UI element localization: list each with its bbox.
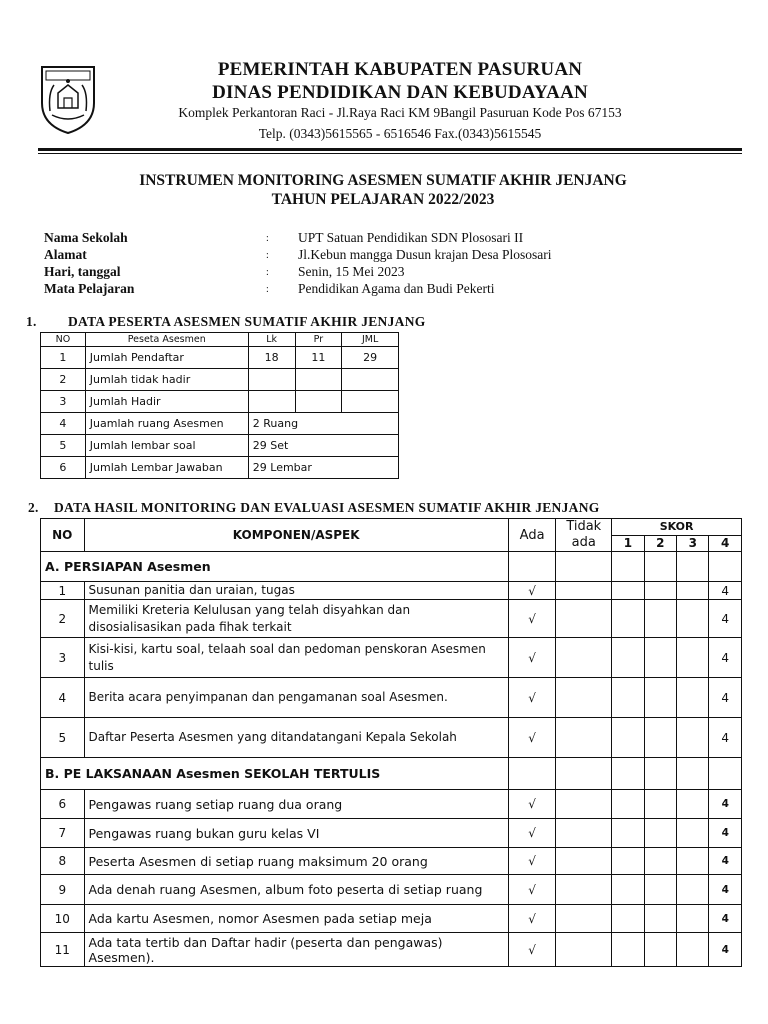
row-no: 6 [41, 457, 86, 479]
group-row-preparation [41, 552, 742, 582]
row-no: 1 [41, 582, 85, 600]
row-no: 8 [41, 848, 85, 875]
empty-cell [612, 905, 644, 933]
header-rule-thin [38, 153, 742, 154]
empty-cell [508, 758, 556, 790]
row-no: 5 [41, 435, 86, 457]
row-component: Ada tata tertib dan Daftar hadir (peserta dan pengawas) Asesmen). [84, 933, 508, 967]
empty-cell [644, 790, 676, 819]
agency-name-line1: PEMERINTAH KABUPATEN PASURUAN [217, 59, 583, 80]
table-row [41, 875, 742, 905]
empty-cell [612, 848, 644, 875]
row-jml [342, 391, 399, 413]
table-row [41, 790, 742, 819]
table-row [41, 718, 742, 758]
row-label: Jumlah lembar soal [85, 435, 248, 457]
row-ada-check: √ [508, 790, 556, 819]
row-component: Peserta Asesmen di setiap ruang maksimum 20 orang [84, 848, 508, 875]
row-ada-check: √ [508, 678, 556, 718]
empty-cell [644, 875, 676, 905]
row-ada-check: √ [508, 600, 556, 638]
empty-cell [556, 758, 612, 790]
row-merged-value: 2 Ruang [248, 413, 398, 435]
table-row [41, 933, 742, 967]
info-value: Pendidikan Agama dan Budi Pekerti [298, 281, 495, 296]
row-ada-check: √ [508, 933, 556, 967]
agency-name-line2: DINAS PENDIDIKAN DAN KEBUDAYAAN [212, 82, 588, 103]
empty-cell [612, 875, 644, 905]
empty-cell [677, 819, 709, 848]
empty-cell [677, 638, 709, 678]
table-row [41, 435, 399, 457]
row-no: 1 [41, 347, 86, 369]
row-no: 2 [41, 600, 85, 638]
row-component: Berita acara penyimpanan dan pengamanan soal Asesmen. [84, 678, 508, 718]
empty-cell [677, 790, 709, 819]
col-header-score-1: 1 [612, 535, 644, 552]
row-component: Kisi-kisi, kartu soal, telaah soal dan pedoman penskoran Asesmen tulis [84, 638, 508, 678]
row-no: 4 [41, 678, 85, 718]
empty-cell [677, 758, 709, 790]
section1-title: DATA PESERTA ASESMEN SUMATIF AKHIR JENJANG [68, 314, 426, 329]
participant-table [40, 332, 399, 479]
empty-cell [556, 718, 612, 758]
col-header-score-2: 2 [644, 535, 676, 552]
col-header-skor: SKOR [612, 519, 742, 536]
table-row [41, 369, 399, 391]
empty-cell [677, 718, 709, 758]
empty-cell [709, 552, 742, 582]
col-header-participant: Peseta Asesmen [85, 333, 248, 347]
info-colon: : [266, 267, 269, 278]
empty-cell [556, 819, 612, 848]
empty-cell [556, 905, 612, 933]
col-header-score-3: 3 [677, 535, 709, 552]
row-pr [295, 369, 342, 391]
row-score-4: 4 [709, 819, 742, 848]
section2-number: 2. [28, 500, 39, 515]
row-component: Daftar Peserta Asesmen yang ditandatangani Kepala Sekolah [84, 718, 508, 758]
row-jml: 29 [342, 347, 399, 369]
row-component: Pengawas ruang setiap ruang dua orang [84, 790, 508, 819]
empty-cell [556, 933, 612, 967]
row-jml [342, 369, 399, 391]
regency-logo [38, 63, 98, 135]
row-ada-check: √ [508, 582, 556, 600]
col-header-ada: Ada [508, 519, 556, 552]
row-no: 3 [41, 391, 86, 413]
empty-cell [644, 678, 676, 718]
empty-cell [644, 718, 676, 758]
table-row [41, 582, 742, 600]
empty-cell [677, 552, 709, 582]
table-row [41, 678, 742, 718]
row-no: 10 [41, 905, 85, 933]
agency-phone: Telp. (0343)5615565 - 6516546 Fax.(0343)5615545 [258, 126, 542, 141]
empty-cell [612, 758, 644, 790]
row-component: Memiliki Kreteria Kelulusan yang telah disyahkan dan disosialisasikan pada fihak terkait [84, 600, 508, 638]
table-row [41, 600, 742, 638]
row-score-4: 4 [709, 790, 742, 819]
col-header-jml: JML [342, 333, 399, 347]
empty-cell [612, 933, 644, 967]
info-value: Jl.Kebun mangga Dusun krajan Desa Plososari [298, 247, 552, 262]
group-row-implementation [41, 758, 742, 790]
table-row [41, 347, 399, 369]
row-label: Juamlah ruang Asesmen [85, 413, 248, 435]
info-colon: : [266, 284, 269, 295]
row-merged-value: 29 Lembar [248, 457, 398, 479]
col-header-lk: Lk [248, 333, 295, 347]
row-no: 7 [41, 819, 85, 848]
row-lk [248, 369, 295, 391]
row-score-4: 4 [709, 905, 742, 933]
row-no: 4 [41, 413, 86, 435]
empty-cell [508, 552, 556, 582]
empty-cell [709, 758, 742, 790]
empty-cell [644, 552, 676, 582]
table-row [41, 905, 742, 933]
empty-cell [556, 875, 612, 905]
row-ada-check: √ [508, 819, 556, 848]
row-pr: 11 [295, 347, 342, 369]
table-row [41, 848, 742, 875]
row-ada-check: √ [508, 905, 556, 933]
table-row [41, 457, 399, 479]
info-label: Alamat [44, 247, 87, 262]
empty-cell [644, 905, 676, 933]
empty-cell [644, 819, 676, 848]
empty-cell [556, 790, 612, 819]
col-header-tidak-ada: Tidak ada [556, 519, 612, 552]
empty-cell [612, 678, 644, 718]
empty-cell [644, 638, 676, 678]
row-score-4: 4 [709, 638, 742, 678]
col-header-no: NO [41, 519, 85, 552]
row-no: 9 [41, 875, 85, 905]
row-no: 2 [41, 369, 86, 391]
table-row [41, 819, 742, 848]
row-label: Jumlah Pendaftar [85, 347, 248, 369]
section2-title: DATA HASIL MONITORING DAN EVALUASI ASESMEN SUMATIF AKHIR JENJANG [54, 500, 600, 515]
row-lk: 18 [248, 347, 295, 369]
col-header-pr: Pr [295, 333, 342, 347]
row-ada-check: √ [508, 875, 556, 905]
section1-number: 1. [26, 314, 37, 329]
row-no: 5 [41, 718, 85, 758]
table-header-row [41, 519, 742, 536]
row-score-4: 4 [709, 933, 742, 967]
empty-cell [612, 790, 644, 819]
empty-cell [644, 933, 676, 967]
empty-cell [556, 678, 612, 718]
empty-cell [612, 582, 644, 600]
empty-cell [644, 848, 676, 875]
empty-cell [556, 638, 612, 678]
empty-cell [677, 600, 709, 638]
row-component: Ada kartu Asesmen, nomor Asesmen pada setiap meja [84, 905, 508, 933]
info-label: Hari, tanggal [44, 264, 121, 279]
info-colon: : [266, 250, 269, 261]
row-lk [248, 391, 295, 413]
row-no: 11 [41, 933, 85, 967]
row-score-4: 4 [709, 848, 742, 875]
empty-cell [556, 552, 612, 582]
empty-cell [556, 600, 612, 638]
info-value: UPT Satuan Pendidikan SDN Plososari II [298, 230, 524, 245]
empty-cell [677, 905, 709, 933]
row-score-4: 4 [709, 600, 742, 638]
row-label: Jumlah Hadir [85, 391, 248, 413]
row-component: Susunan panitia dan uraian, tugas [84, 582, 508, 600]
empty-cell [644, 758, 676, 790]
empty-cell [677, 678, 709, 718]
row-ada-check: √ [508, 718, 556, 758]
empty-cell [556, 582, 612, 600]
empty-cell [677, 875, 709, 905]
empty-cell [612, 600, 644, 638]
monitoring-table [40, 518, 742, 967]
agency-address: Komplek Perkantoran Raci - Jl.Raya Raci KM 9Bangil Pasuruan Kode Pos 67153 [178, 105, 622, 120]
group-label: A. PERSIAPAN Asesmen [41, 552, 509, 582]
empty-cell [677, 582, 709, 600]
empty-cell [556, 848, 612, 875]
table-header-row [41, 333, 399, 347]
row-no: 6 [41, 790, 85, 819]
empty-cell [612, 552, 644, 582]
col-header-no: NO [41, 333, 86, 347]
row-score-4: 4 [709, 678, 742, 718]
row-component: Pengawas ruang bukan guru kelas VI [84, 819, 508, 848]
header-rule-thick [38, 148, 742, 151]
info-colon: : [266, 233, 269, 244]
row-score-4: 4 [709, 582, 742, 600]
group-label: B. PE LAKSANAAN Asesmen SEKOLAH TERTULIS [41, 758, 509, 790]
row-ada-check: √ [508, 848, 556, 875]
row-score-4: 4 [709, 875, 742, 905]
empty-cell [612, 638, 644, 678]
document-subtitle: TAHUN PELAJARAN 2022/2023 [271, 191, 495, 208]
row-label: Jumlah Lembar Jawaban [85, 457, 248, 479]
row-ada-check: √ [508, 638, 556, 678]
row-merged-value: 29 Set [248, 435, 398, 457]
col-header-score-4: 4 [709, 535, 742, 552]
info-label: Nama Sekolah [44, 230, 128, 245]
empty-cell [677, 933, 709, 967]
empty-cell [677, 848, 709, 875]
document-title: INSTRUMEN MONITORING ASESMEN SUMATIF AKHIR JENJANG [139, 172, 627, 189]
info-value: Senin, 15 Mei 2023 [298, 264, 405, 279]
empty-cell [612, 819, 644, 848]
col-header-component: KOMPONEN/ASPEK [84, 519, 508, 552]
table-row [41, 413, 399, 435]
table-row [41, 391, 399, 413]
row-no: 3 [41, 638, 85, 678]
row-component: Ada denah ruang Asesmen, album foto peserta di setiap ruang [84, 875, 508, 905]
empty-cell [612, 718, 644, 758]
empty-cell [644, 582, 676, 600]
row-pr [295, 391, 342, 413]
row-label: Jumlah tidak hadir [85, 369, 248, 391]
row-score-4: 4 [709, 718, 742, 758]
info-label: Mata Pelajaran [44, 281, 135, 296]
empty-cell [644, 600, 676, 638]
table-row [41, 638, 742, 678]
